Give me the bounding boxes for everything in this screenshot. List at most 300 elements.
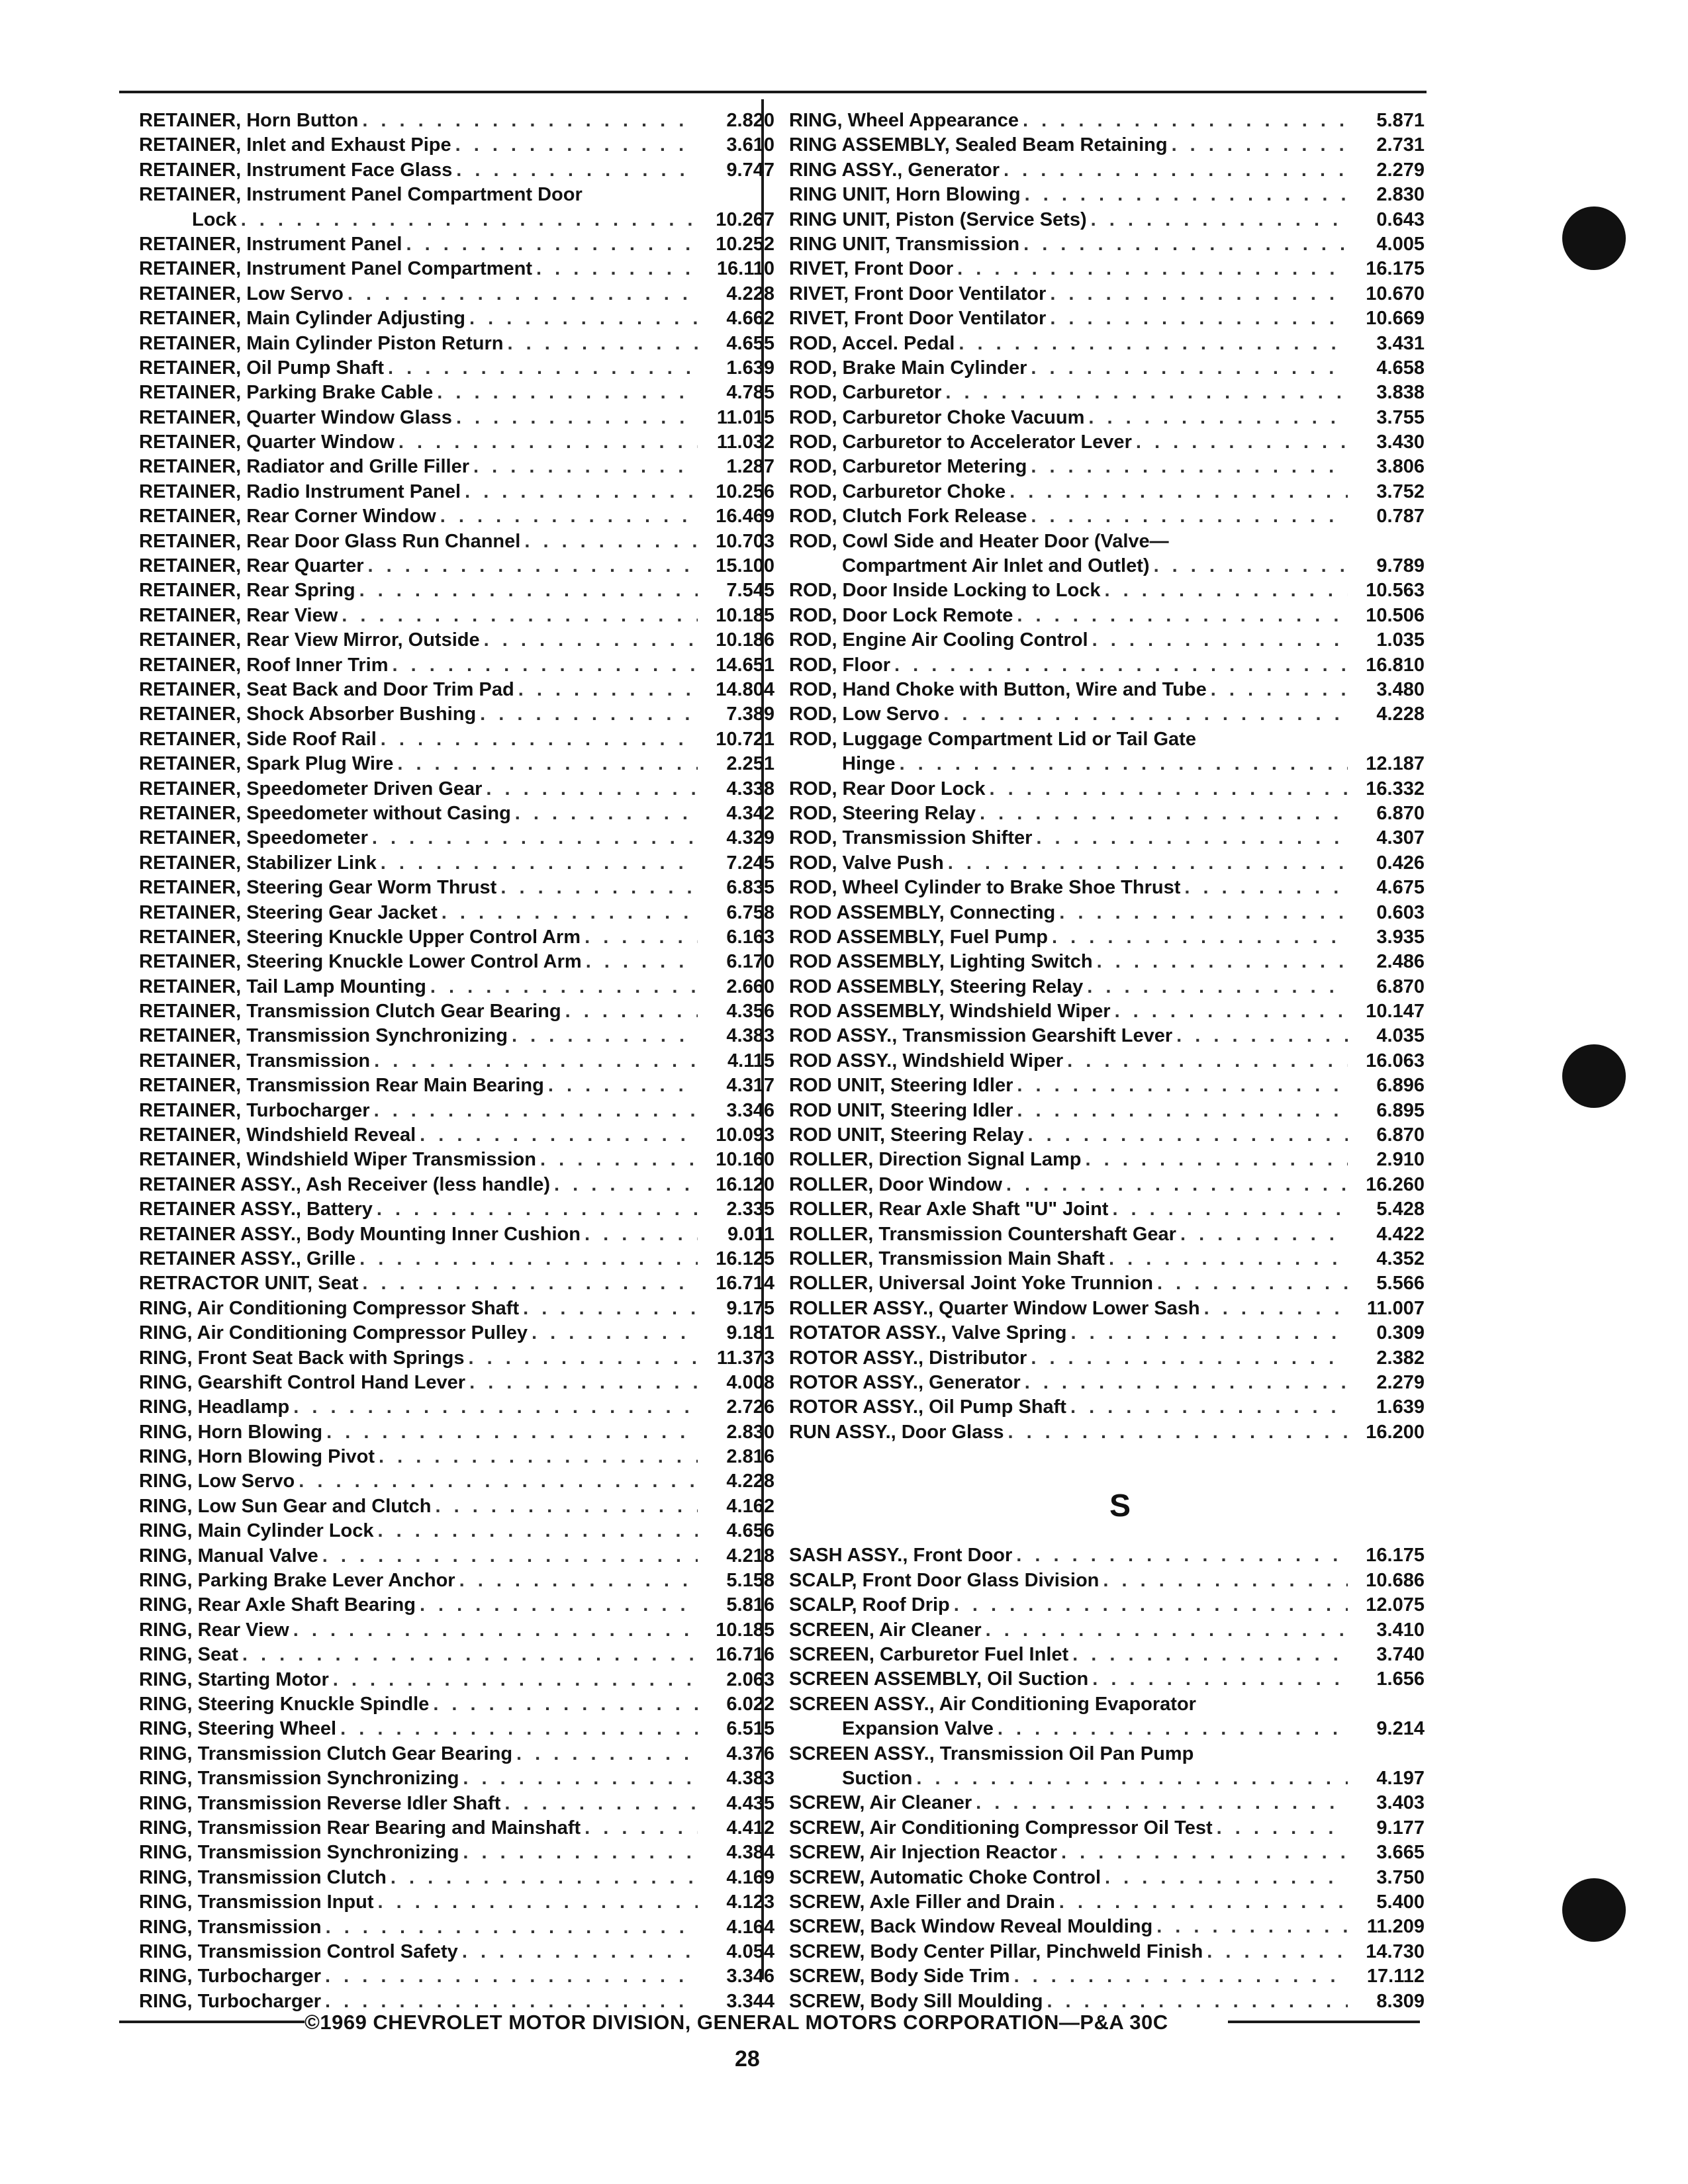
- entry-name: RETAINER, Radiator and Grille Filler: [139, 456, 469, 478]
- index-entry: [789, 1099, 1425, 1123]
- index-entry: [139, 1890, 774, 1915]
- entry-number: 6.758: [726, 901, 774, 923]
- entry-name: ROTOR ASSY., Distributor: [789, 1347, 1027, 1369]
- dot-leader: [473, 455, 698, 479]
- index-entry: [789, 381, 1425, 405]
- index-entry: [789, 1569, 1425, 1593]
- entry-number: 4.658: [1376, 357, 1425, 379]
- index-entry: [139, 1692, 774, 1717]
- entry-name: RING, Transmission Synchronizing: [139, 1842, 459, 1864]
- entry-name: SCREEN ASSEMBLY, Oil Suction: [789, 1668, 1089, 1690]
- dot-leader: [480, 702, 698, 727]
- entry-name: ROLLER, Rear Axle Shaft "U" Joint: [789, 1199, 1109, 1220]
- index-entry: [139, 752, 774, 776]
- index-entry: [139, 529, 774, 554]
- dot-leader: [377, 1197, 698, 1222]
- entry-number: 4.228: [726, 1471, 774, 1492]
- entry-number: 10.563: [1366, 580, 1425, 602]
- dot-leader: [1071, 1321, 1348, 1345]
- index-entry: [139, 1445, 774, 1469]
- index-entry: [139, 356, 774, 381]
- entry-name: ROD, Steering Relay: [789, 802, 976, 824]
- entry-name: RING, Transmission Input: [139, 1891, 374, 1913]
- entry-number: 4.197: [1376, 1768, 1425, 1789]
- entry-name: RETAINER, Instrument Panel Compartment Door: [139, 184, 583, 206]
- entry-name: SCALP, Roof Drip: [789, 1594, 950, 1616]
- entry-name: ROD, Cowl Side and Heater Door (Valve—: [789, 530, 1169, 552]
- entry-name: ROD ASSEMBLY, Windshield Wiper: [789, 1001, 1111, 1023]
- dot-leader: [468, 1346, 698, 1371]
- index-entry: [139, 504, 774, 529]
- entry-number: 12.187: [1366, 753, 1425, 775]
- dot-leader: [1105, 1866, 1348, 1890]
- dot-leader: [378, 1519, 698, 1543]
- dot-leader: [1050, 306, 1348, 331]
- entry-number: 16.810: [1366, 654, 1425, 676]
- entry-number: 10.185: [716, 1619, 774, 1641]
- entry-number: 8.309: [1376, 1990, 1425, 2012]
- index-entry: [139, 777, 774, 801]
- entry-number: 4.662: [726, 308, 774, 330]
- entry-name: SCREW, Air Conditioning Compressor Oil Test: [789, 1817, 1213, 1839]
- entry-name: ROD, Clutch Fork Release: [789, 506, 1027, 527]
- entry-name: RING, Parking Brake Lever Anchor: [139, 1570, 455, 1592]
- entry-name: RETAINER, Rear Door Glass Run Channel: [139, 530, 521, 552]
- entry-number: 9.011: [727, 1223, 774, 1245]
- index-entry: [139, 208, 774, 232]
- index-entry: [139, 950, 774, 974]
- entry-number: 10.256: [716, 480, 774, 502]
- dot-leader: [1091, 208, 1348, 232]
- entry-number: 4.218: [726, 1545, 774, 1567]
- dot-leader: [548, 1073, 698, 1098]
- entry-name: ROD, Transmission Shifter: [789, 827, 1033, 849]
- entry-number: 2.830: [726, 1421, 774, 1443]
- entry-number: 4.338: [726, 778, 774, 799]
- dot-leader: [399, 430, 698, 455]
- dot-leader: [293, 1618, 698, 1643]
- entry-name: RING UNIT, Transmission: [789, 233, 1020, 255]
- entry-name: ROLLER ASSY., Quarter Window Lower Sash: [789, 1297, 1200, 1319]
- entry-number: 0.426: [1376, 852, 1425, 874]
- index-entry: [789, 1222, 1425, 1247]
- entry-number: 7.245: [726, 852, 774, 874]
- index-entry: [139, 801, 774, 826]
- index-entry: [789, 999, 1425, 1024]
- index-entry: [789, 1197, 1425, 1222]
- dot-leader: [437, 381, 698, 405]
- dot-leader: [459, 1569, 698, 1593]
- entry-number: 6.870: [1376, 1124, 1425, 1146]
- entry-name: SASH ASSY., Front Door: [789, 1545, 1013, 1567]
- index-entry: [139, 578, 774, 603]
- index-entry: [789, 975, 1425, 999]
- entry-name: RING, Transmission Control Safety: [139, 1940, 458, 1962]
- index-entry: [789, 1890, 1425, 1915]
- entry-name: Suction: [842, 1768, 913, 1789]
- entry-number: 2.820: [726, 110, 774, 131]
- index-entry: [789, 950, 1425, 974]
- entry-number: 3.346: [726, 1099, 774, 1121]
- index-entry: [139, 1940, 774, 1964]
- entry-name: RETAINER ASSY., Battery: [139, 1199, 373, 1220]
- dot-leader: [1104, 578, 1348, 603]
- entry-number: 5.566: [1376, 1273, 1425, 1295]
- index-entry: [139, 1395, 774, 1420]
- entry-name: ROD, Low Servo: [789, 704, 940, 725]
- dot-leader: [1023, 232, 1348, 257]
- entry-name: SCREW, Body Side Trim: [789, 1966, 1010, 1987]
- entry-number: 3.610: [726, 134, 774, 156]
- entry-name: RETAINER, Speedometer Driven Gear: [139, 778, 483, 799]
- index-entry: [139, 653, 774, 678]
- entry-name: ROD UNIT, Steering Idler: [789, 1099, 1013, 1121]
- dot-leader: [980, 801, 1348, 826]
- entry-number: 2.279: [1376, 1371, 1425, 1393]
- entry-name: RING, Wheel Appearance: [789, 110, 1019, 131]
- entry-name: RETRACTOR UNIT, Seat: [139, 1273, 359, 1295]
- dot-leader: [1115, 999, 1348, 1024]
- index-entry: [139, 1618, 774, 1643]
- dot-leader: [325, 1964, 698, 1989]
- entry-name: RING, Low Servo: [139, 1471, 295, 1492]
- entry-name: SCREW, Body Center Pillar, Pinchweld Finish: [789, 1940, 1203, 1962]
- entry-name: RETAINER, Instrument Panel: [139, 233, 402, 255]
- entry-name: RETAINER, Shock Absorber Bushing: [139, 704, 477, 725]
- entry-name: RING, Horn Blowing: [139, 1421, 323, 1443]
- dot-leader: [585, 1222, 698, 1247]
- entry-number: 9.175: [726, 1297, 774, 1319]
- dot-leader: [1059, 901, 1348, 925]
- entry-name: RING, Transmission Rear Bearing and Mainshaft: [139, 1817, 581, 1839]
- dot-leader: [463, 1766, 698, 1791]
- entry-name: RING, Front Seat Back with Springs: [139, 1347, 465, 1369]
- entry-number: 2.816: [726, 1446, 774, 1468]
- dot-leader: [948, 851, 1348, 876]
- entry-name: ROTOR ASSY., Generator: [789, 1371, 1021, 1393]
- index-entry: [139, 1371, 774, 1395]
- entry-number: 1.639: [726, 357, 774, 379]
- dot-leader: [515, 801, 698, 826]
- entry-name: SCREW, Air Cleaner: [789, 1792, 972, 1814]
- entry-number: 4.356: [726, 1001, 774, 1023]
- entry-number: 4.383: [726, 1025, 774, 1047]
- entry-number: 2.251: [726, 753, 774, 775]
- index-entry: [139, 1099, 774, 1123]
- index-entry: [789, 529, 1425, 554]
- index-entry: [789, 1643, 1425, 1667]
- index-entry: [789, 752, 1425, 776]
- bottom-rule-left: [119, 2021, 305, 2023]
- entry-name: RETAINER, Main Cylinder Adjusting: [139, 308, 466, 330]
- entry-number: 3.410: [1376, 1619, 1425, 1641]
- dot-leader: [456, 406, 698, 430]
- dot-leader: [585, 1816, 698, 1841]
- entry-number: 4.317: [726, 1075, 774, 1097]
- index-entry: [789, 1321, 1425, 1345]
- entry-name: RETAINER, Rear View: [139, 604, 338, 626]
- index-entry: [139, 1766, 774, 1791]
- dot-leader: [372, 826, 698, 850]
- index-entry: [789, 406, 1425, 430]
- dot-leader: [340, 1717, 698, 1741]
- index-entry: [139, 1643, 774, 1667]
- dot-leader: [957, 257, 1348, 281]
- index-entry: [789, 554, 1425, 578]
- dot-leader: [1204, 1297, 1348, 1321]
- entry-number: 6.515: [726, 1718, 774, 1740]
- index-entry: [789, 455, 1425, 479]
- entry-name: RING, Transmission Clutch: [139, 1866, 387, 1888]
- entry-name: Lock: [192, 208, 237, 230]
- entry-number: 16.469: [716, 506, 774, 527]
- index-entry: [789, 158, 1425, 183]
- entry-name: RETAINER ASSY., Grille: [139, 1248, 356, 1269]
- entry-name: RETAINER, Transmission Synchronizing: [139, 1025, 508, 1047]
- index-entry: [139, 1271, 774, 1296]
- entry-number: 4.412: [726, 1817, 774, 1839]
- entry-number: 9.177: [1376, 1817, 1425, 1839]
- entry-number: 4.008: [726, 1371, 774, 1393]
- index-entry: [789, 826, 1425, 850]
- index-entry: [789, 1247, 1425, 1271]
- dot-leader: [442, 901, 698, 925]
- dot-leader: [1172, 133, 1348, 158]
- index-entry: [789, 801, 1425, 826]
- index-entry: [139, 1964, 774, 1989]
- index-column-left: [139, 109, 774, 2014]
- entry-name: RETAINER, Roof Inner Trim: [139, 654, 389, 676]
- entry-number: 16.125: [716, 1248, 774, 1269]
- entry-name: RETAINER, Instrument Face Glass: [139, 159, 453, 181]
- entry-name: RING, Turbocharger: [139, 1990, 321, 2012]
- index-entry: [789, 1024, 1425, 1048]
- entry-name: ROD, Accel. Pedal: [789, 332, 955, 354]
- entry-name: RING, Rear Axle Shaft Bearing: [139, 1594, 416, 1616]
- entry-number: 3.740: [1376, 1644, 1425, 1666]
- entry-number: 4.228: [1376, 704, 1425, 725]
- entry-name: RIVET, Front Door Ventilator: [789, 283, 1047, 304]
- entry-name: RETAINER, Speedometer: [139, 827, 368, 849]
- entry-number: 6.835: [726, 877, 774, 899]
- dot-leader: [1092, 1667, 1348, 1692]
- entry-name: SCREW, Axle Filler and Drain: [789, 1891, 1055, 1913]
- entry-number: 16.175: [1366, 1545, 1425, 1567]
- index-entry: [789, 653, 1425, 678]
- entry-name: RING UNIT, Piston (Service Sets): [789, 208, 1087, 230]
- entry-number: 2.486: [1376, 951, 1425, 973]
- entry-name: SCREEN, Air Cleaner: [789, 1619, 982, 1641]
- index-entry: [789, 1297, 1425, 1321]
- index-entry: [789, 604, 1425, 628]
- entry-number: 10.160: [716, 1149, 774, 1171]
- index-entry: [789, 727, 1425, 752]
- entry-name: RETAINER, Rear View Mirror, Outside: [139, 629, 480, 651]
- index-entry: [139, 133, 774, 158]
- dot-leader: [508, 332, 698, 356]
- index-entry: [139, 257, 774, 281]
- entry-number: 10.506: [1366, 604, 1425, 626]
- entry-number: 9.181: [726, 1322, 774, 1344]
- dot-leader: [362, 109, 698, 133]
- dot-leader: [1156, 1915, 1348, 1939]
- entry-number: 10.670: [1366, 283, 1425, 304]
- index-entry: [789, 777, 1425, 801]
- index-entry: [789, 356, 1425, 381]
- dot-leader: [484, 628, 698, 653]
- dot-leader: [469, 1371, 698, 1395]
- entry-number: 3.806: [1376, 456, 1425, 478]
- entry-number: 11.373: [716, 1347, 774, 1369]
- dot-leader: [516, 1742, 698, 1766]
- entry-name: Compartment Air Inlet and Outlet): [842, 555, 1150, 577]
- index-entry: [139, 851, 774, 876]
- entry-name: RETAINER, Low Servo: [139, 283, 344, 304]
- entry-number: 17.112: [1366, 1966, 1425, 1987]
- dot-leader: [381, 727, 698, 752]
- dot-leader: [333, 1668, 698, 1692]
- index-entry: [789, 1395, 1425, 1420]
- entry-number: 3.480: [1376, 678, 1425, 700]
- entry-number: 2.726: [726, 1396, 774, 1418]
- entry-name: RETAINER, Horn Button: [139, 110, 359, 131]
- dot-leader: [1176, 1024, 1348, 1048]
- entry-number: 0.603: [1376, 901, 1425, 923]
- index-entry: [789, 183, 1425, 207]
- entry-number: 1.639: [1376, 1396, 1425, 1418]
- entry-number: 4.383: [726, 1768, 774, 1790]
- entry-name: RETAINER, Seat Back and Door Trim Pad: [139, 678, 514, 700]
- entry-number: 4.169: [726, 1866, 774, 1888]
- entry-number: 10.669: [1366, 308, 1425, 330]
- index-entry: [139, 430, 774, 455]
- entry-name: RETAINER, Rear Spring: [139, 580, 355, 602]
- index-entry: [789, 702, 1425, 727]
- index-entry: [139, 158, 774, 183]
- index-entry: [789, 1940, 1425, 1964]
- index-entry: [139, 678, 774, 702]
- dot-leader: [462, 1940, 698, 1964]
- index-entry: [139, 232, 774, 257]
- dot-leader: [1136, 430, 1348, 455]
- entry-number: 16.332: [1366, 778, 1425, 799]
- entry-name: RING, Transmission: [139, 1916, 322, 1938]
- index-entry: [139, 381, 774, 405]
- entry-number: 4.054: [726, 1940, 774, 1962]
- entry-name: ROD, Brake Main Cylinder: [789, 357, 1027, 379]
- entry-name: ROD, Floor: [789, 654, 891, 676]
- index-entry: [139, 1073, 774, 1098]
- entry-number: 3.750: [1376, 1866, 1425, 1888]
- entry-name: RIVET, Front Door: [789, 258, 954, 280]
- entry-name: RETAINER, Main Cylinder Piston Return: [139, 332, 504, 354]
- index-entry: [139, 1494, 774, 1519]
- index-entry: [139, 1049, 774, 1073]
- index-entry: [139, 183, 774, 207]
- entry-name: ROD, Wheel Cylinder to Brake Shoe Thrust: [789, 877, 1181, 899]
- dot-leader: [1092, 628, 1348, 653]
- index-entry: [139, 1297, 774, 1321]
- dot-leader: [1006, 1173, 1348, 1197]
- dot-leader: [500, 876, 698, 900]
- index-entry: [789, 1618, 1425, 1643]
- entry-name: ROD, Carburetor to Accelerator Lever: [789, 432, 1132, 453]
- entry-name: ROLLER, Transmission Countershaft Gear: [789, 1223, 1176, 1245]
- entry-number: 4.376: [726, 1743, 774, 1764]
- entry-number: 11.209: [1366, 1916, 1425, 1938]
- index-entry: [139, 901, 774, 925]
- index-entry: [789, 1173, 1425, 1197]
- index-entry: [139, 1569, 774, 1593]
- dot-leader: [959, 332, 1348, 356]
- dot-leader: [945, 381, 1348, 405]
- dot-leader: [1031, 356, 1348, 381]
- index-entry: [789, 430, 1425, 455]
- entry-name: RING ASSEMBLY, Sealed Beam Retaining: [789, 134, 1168, 156]
- dot-leader: [1059, 1890, 1348, 1915]
- entry-number: 16.110: [716, 258, 774, 280]
- dot-leader: [326, 1915, 698, 1940]
- entry-name: RETAINER, Speedometer without Casing: [139, 802, 511, 824]
- dot-leader: [1067, 1049, 1348, 1073]
- entry-name: RETAINER, Windshield Reveal: [139, 1124, 416, 1146]
- index-entry: [789, 628, 1425, 653]
- entry-number: 6.895: [1376, 1099, 1425, 1121]
- dot-leader: [1184, 876, 1348, 900]
- index-entry: [789, 1346, 1425, 1371]
- index-entry: [139, 1346, 774, 1371]
- index-entry: [789, 1371, 1425, 1395]
- dot-leader: [1025, 183, 1348, 207]
- dot-leader: [1072, 1643, 1348, 1667]
- index-entry: [789, 1742, 1425, 1766]
- index-entry: [789, 232, 1425, 257]
- entry-number: 4.675: [1376, 877, 1425, 899]
- entry-number: 4.352: [1376, 1248, 1425, 1269]
- entry-name: SCREEN, Carburetor Fuel Inlet: [789, 1644, 1069, 1666]
- index-entry: [139, 975, 774, 999]
- index-entry: [789, 578, 1425, 603]
- index-entry: [139, 1841, 774, 1865]
- entry-name: ROD, Luggage Compartment Lid or Tail Gate: [789, 728, 1196, 750]
- dot-leader: [900, 752, 1348, 776]
- entry-name: RING, Headlamp: [139, 1396, 290, 1418]
- index-entry: [139, 332, 774, 356]
- entry-name: RING, Gearshift Control Hand Lever: [139, 1371, 466, 1393]
- index-entry: [789, 1073, 1425, 1098]
- entry-name: RETAINER, Turbocharger: [139, 1099, 370, 1121]
- entry-number: 5.871: [1376, 110, 1425, 131]
- dot-leader: [512, 1024, 698, 1048]
- dot-leader: [378, 1890, 698, 1915]
- entry-name: RING, Low Sun Gear and Clutch: [139, 1495, 432, 1517]
- dot-leader: [1031, 1346, 1348, 1371]
- entry-number: 1.656: [1376, 1668, 1425, 1690]
- entry-name: RETAINER, Transmission: [139, 1050, 371, 1071]
- entry-number: 4.656: [726, 1520, 774, 1542]
- index-entry: [789, 1543, 1425, 1568]
- entry-name: RETAINER, Steering Knuckle Lower Control Arm: [139, 951, 582, 973]
- dot-leader: [504, 1792, 698, 1816]
- dot-leader: [1097, 950, 1348, 974]
- dot-leader: [1112, 1197, 1348, 1222]
- index-entry: [789, 925, 1425, 950]
- index-entry: [789, 876, 1425, 900]
- dot-leader: [1014, 1964, 1348, 1989]
- binder-hole-top: [1562, 206, 1626, 270]
- entry-number: 11.032: [716, 432, 774, 453]
- entry-name: RING UNIT, Horn Blowing: [789, 184, 1021, 206]
